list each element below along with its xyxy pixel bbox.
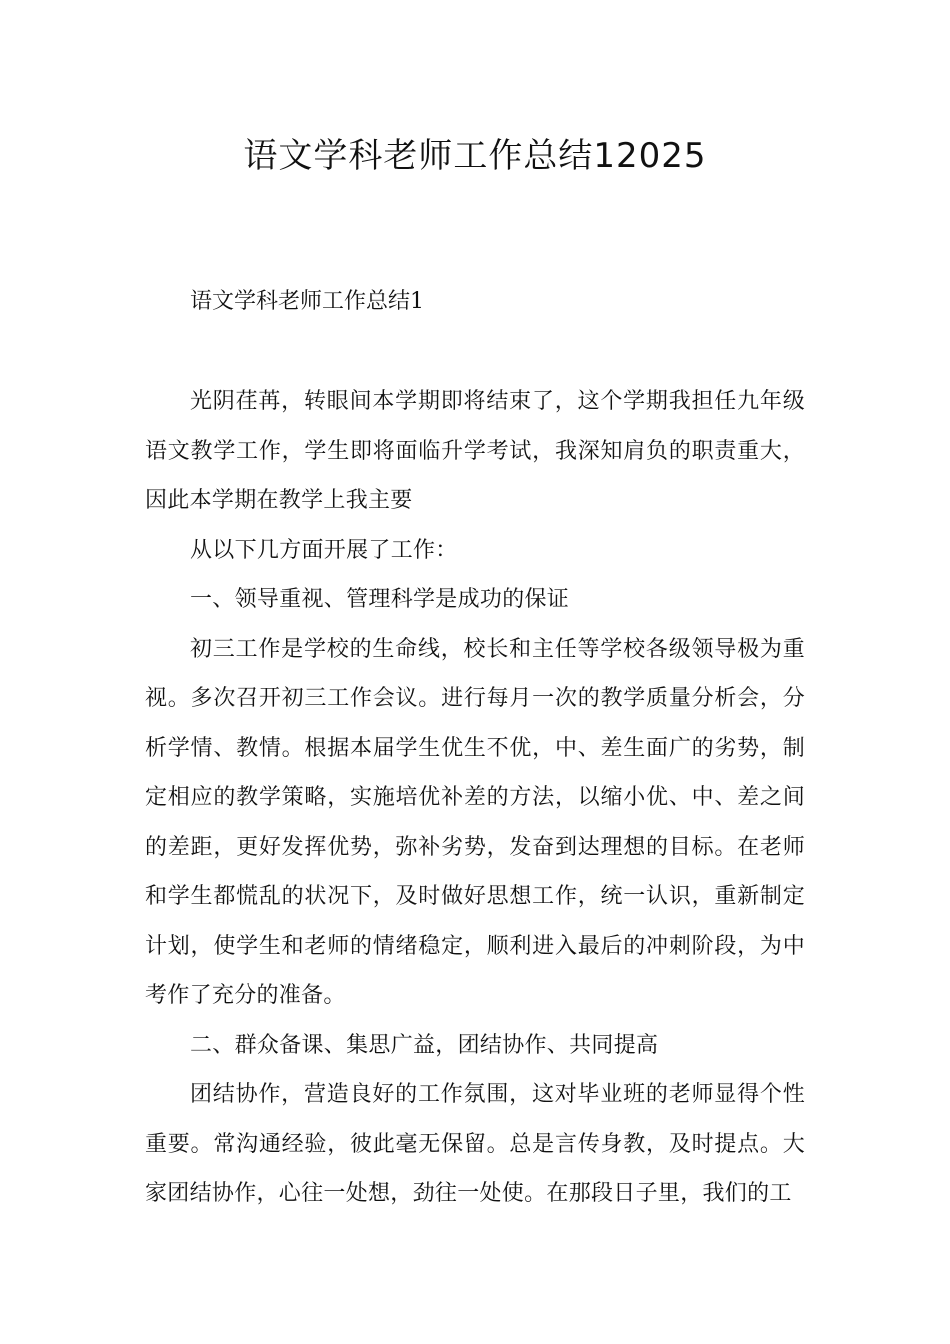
- heading-section-2: 二、群众备课、集思广益，团结协作、共同提高: [190, 1032, 659, 1058]
- document-body: [145, 377, 805, 1219]
- paragraph-section-2: 团结协作，营造良好的工作氛围，这对毕业班的老师显得个性重要。常沟通经验，彼此毫无保留。总是言传身教，及时提点。大家团结协作，心往一处想，劲往一处使。在那段日子里，我们的工: [145, 1082, 805, 1206]
- paragraph-lead: 从以下几方面开展了工作：: [190, 537, 458, 563]
- paragraph-section-1: 初三工作是学校的生命线，校长和主任等学校各级领导极为重视。多次召开初三工作会议。进行每月一次的教学质量分析会，分析学情、教情。根据本届学生优生不优，中、差生面广的劣势，制定相应的教学策略，实施培优补差的方法，以缩小优、中、差之间的差距，更好发挥优势，弥补劣势，发奋到达理想的目标。在老师和学生都慌乱的状况下，及时做好思想工作，统一认识，重新制定计划，使学生和老师的情绪稳定，顺利进入最后的冲刺阶段，为中考作了充分的准备。: [145, 636, 805, 1008]
- paragraph-intro: 光阴荏苒，转眼间本学期即将结束了，这个学期我担任九年级语文教学工作，学生即将面临升学考试，我深知肩负的职责重大，因此本学期在教学上我主要: [145, 389, 805, 513]
- heading-section-1: 一、领导重视、管理科学是成功的保证: [190, 587, 570, 612]
- section-subtitle: 语文学科老师工作总结1: [190, 289, 424, 314]
- document-title: 语文学科老师工作总结12025: [243, 136, 707, 176]
